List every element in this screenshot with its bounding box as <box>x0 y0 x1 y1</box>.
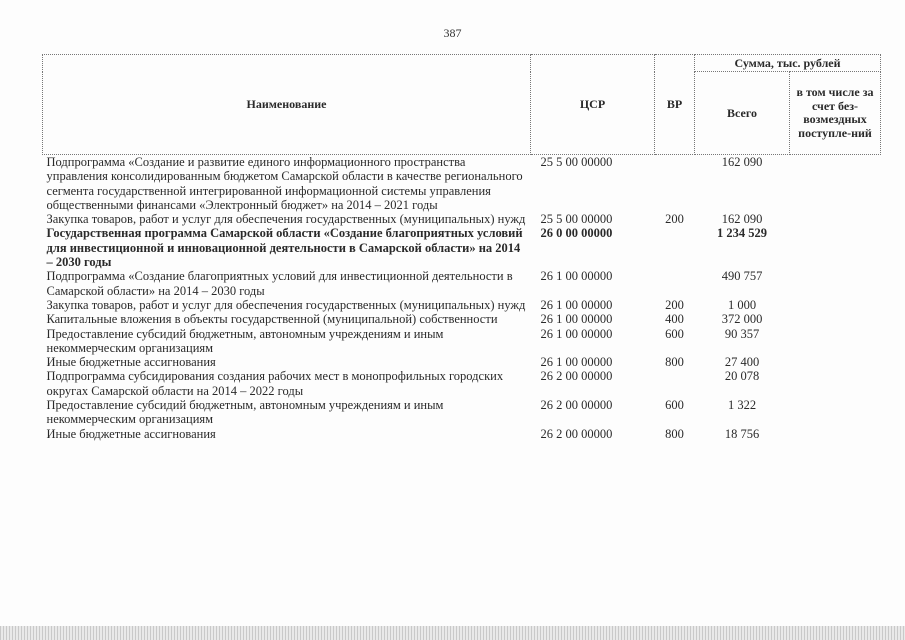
row-total: 1 234 529 <box>717 226 767 241</box>
budget-table <box>42 54 881 441</box>
row-name: Государственная программа Самарской области «Создание благоприятных условий для инвестиционной и инновационной деятельности в Самарской области» на 2014 – 2030 годы <box>46 226 523 270</box>
row-vr: 800 <box>665 426 684 441</box>
row-name: Закупка товаров, работ и услуг для обеспечения государственных (муниципальных) нужд <box>46 212 526 227</box>
row-vr: 200 <box>665 212 684 227</box>
row-name: Капитальные вложения в объекты государственной (муниципальной) собственности <box>46 312 498 327</box>
row-vr: 600 <box>665 398 684 413</box>
row-csr: 26 1 00 00000 <box>540 355 613 370</box>
row-free <box>790 398 881 427</box>
row-name: Предоставление субсидий бюджетным, автономным учреждениям и иным некоммерческим организациям <box>46 326 444 355</box>
row-csr: 26 1 00 00000 <box>540 326 613 341</box>
row-csr: 26 2 00 00000 <box>540 369 613 384</box>
row-name: Предоставление субсидий бюджетным, автономным учреждениям и иным некоммерческим организациям <box>46 398 444 427</box>
row-name: Подпрограмма субсидирования создания рабочих мест в монопрофильных городских округах Самарской области на 2014 – 2022 годы <box>46 369 504 398</box>
row-total: 162 090 <box>721 212 763 227</box>
row-csr: 26 1 00 00000 <box>540 269 613 284</box>
row-vr: 400 <box>665 312 684 327</box>
table-header <box>43 55 881 155</box>
table-row <box>43 327 881 356</box>
row-name: Иные бюджетные ассигнования <box>46 426 216 441</box>
row-vr <box>655 369 695 398</box>
row-csr: 25 5 00 00000 <box>540 155 613 169</box>
table-row <box>43 369 881 398</box>
table-row <box>43 398 881 427</box>
row-total: 18 756 <box>724 426 760 441</box>
row-csr: 26 1 00 00000 <box>540 297 613 312</box>
table-row <box>43 226 881 269</box>
row-free <box>790 355 881 369</box>
row-csr: 25 5 00 00000 <box>540 212 613 227</box>
row-free <box>790 155 881 213</box>
table-row <box>43 155 881 213</box>
header-total: Всего <box>695 72 790 155</box>
row-free <box>790 369 881 398</box>
row-free <box>790 427 881 441</box>
header-sum: Сумма, тыс. рублей <box>695 55 881 72</box>
row-free <box>790 312 881 326</box>
row-vr <box>655 269 695 298</box>
row-vr <box>655 226 695 269</box>
row-free <box>790 269 881 298</box>
row-free <box>790 226 881 269</box>
table-row <box>43 355 881 369</box>
page-number: 387 <box>443 26 462 40</box>
header-name: Наименование <box>43 55 531 155</box>
row-free <box>790 212 881 226</box>
row-csr: 26 2 00 00000 <box>540 426 613 441</box>
row-total: 1 000 <box>727 297 757 312</box>
row-vr: 600 <box>665 326 684 341</box>
row-total: 1 322 <box>727 398 757 413</box>
table-row <box>43 298 881 312</box>
row-total: 20 078 <box>724 369 760 384</box>
row-vr: 200 <box>665 297 684 312</box>
header-free: в том числе за счет без-возмездных поступле-ний <box>790 72 881 155</box>
table-row <box>43 427 881 441</box>
row-name: Закупка товаров, работ и услуг для обеспечения государственных (муниципальных) нужд <box>46 297 526 312</box>
row-total: 372 000 <box>721 312 763 327</box>
row-free <box>790 327 881 356</box>
table-row <box>43 269 881 298</box>
header-vr: ВР <box>655 55 695 155</box>
table-row <box>43 312 881 326</box>
table-row <box>43 212 881 226</box>
row-total: 90 357 <box>724 326 760 341</box>
table-body <box>43 155 881 441</box>
row-total: 162 090 <box>721 155 763 169</box>
row-total: 490 757 <box>721 269 763 284</box>
row-free <box>790 298 881 312</box>
row-csr: 26 1 00 00000 <box>540 312 613 327</box>
row-csr: 26 2 00 00000 <box>540 398 613 413</box>
row-csr: 26 0 00 00000 <box>540 226 613 241</box>
row-name: Подпрограмма «Создание и развитие единого информационного пространства управления консолидированным бюджетом Самарской области в качестве регионального сегмента государственной интегрированной информационной системы управления общественными финансами «Электронный бюджет» на 2014 – 2021 годы <box>46 155 523 212</box>
row-name: Подпрограмма «Создание благоприятных условий для инвестиционной деятельности в Самарской области» на 2014 – 2030 годы <box>46 269 513 298</box>
header-csr: ЦСР <box>531 55 655 155</box>
row-vr <box>655 155 695 213</box>
row-name: Иные бюджетные ассигнования <box>46 355 216 370</box>
row-vr: 800 <box>665 355 684 370</box>
row-total: 27 400 <box>724 355 760 370</box>
scan-edge <box>0 626 905 640</box>
